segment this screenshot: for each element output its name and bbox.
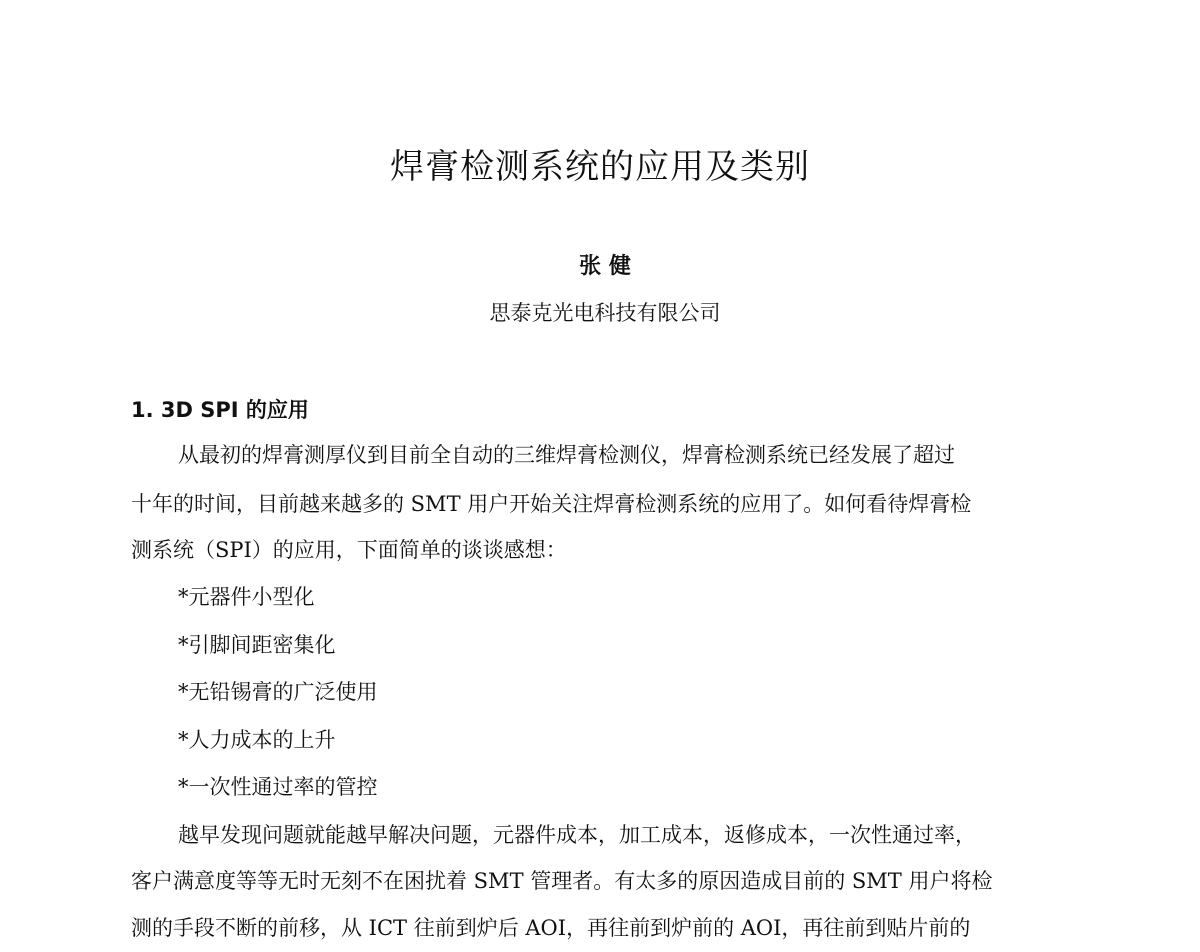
author-name: 张 健 (579, 254, 631, 279)
bullet-item: *无铅锡膏的广泛使用 (178, 680, 378, 704)
bullet-item: *一次性通过率的管控 (178, 775, 378, 799)
paragraph-line: 十年的时间，目前越来越多的 SMT 用户开始关注焊膏检测系统的应用了。如何看待焊膏检 (131, 492, 972, 516)
paragraph-line: 测系统（SPI）的应用，下面简单的谈谈感想： (131, 538, 567, 562)
bullet-item: *引脚间距密集化 (178, 633, 336, 657)
paragraph-line: 越早发现问题就能越早解决问题，元器件成本，加工成本，返修成本，一次性通过率， (178, 823, 976, 847)
author-affiliation: 思泰克光电科技有限公司 (489, 301, 721, 325)
bullet-item: *元器件小型化 (178, 585, 315, 609)
bullet-item: *人力成本的上升 (178, 728, 336, 752)
section-heading: 1. 3D SPI 的应用 (131, 398, 309, 422)
paragraph-line: 客户满意度等等无时无刻不在困扰着 SMT 管理者。有太多的原因造成目前的 SMT 用户将检 (131, 869, 993, 893)
paper-title: 焊膏检测系统的应用及类别 (390, 147, 810, 187)
paragraph-line: 从最初的焊膏测厚仪到目前全自动的三维焊膏检测仪，焊膏检测系统已经发展了超过 (178, 443, 955, 467)
paragraph-line: 测的手段不断的前移，从 ICT 往前到炉后 AOI，再往前到炉前的 AOI，再往前到贴片前的 (131, 916, 971, 940)
